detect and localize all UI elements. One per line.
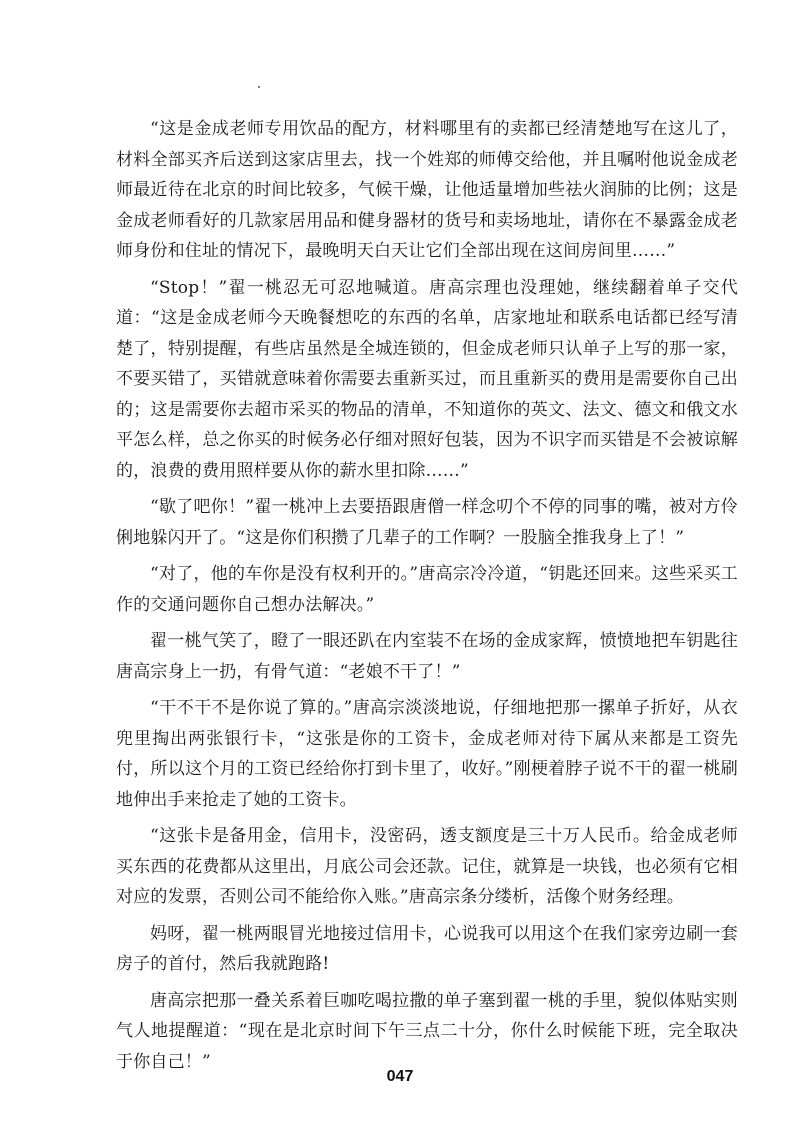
paragraph: “这张卡是备用金，信用卡，没密码，透支额度是三十万人民币。给金成老师买东西的花费都从这里出，月底公司会还款。记住，就算是一块钱，也必须有它相对应的发票，否则公司不能给你入账。”唐高宗条分缕析，活像个财务经理。	[116, 826, 738, 907]
speck-mark	[258, 86, 260, 88]
paragraph: “对了，他的车你是没有权利开的。”唐高宗冷冷道，“钥匙还回来。这些采买工作的交通问题你自己想办法解决。”	[116, 564, 738, 615]
paragraph: 翟一桃气笑了，瞪了一眼还趴在内室装不在场的金成家辉，愤愤地把车钥匙往唐高宗身上一扔，有骨气道：“老娘不干了！”	[116, 631, 738, 682]
paragraph: “干不干不是你说了算的。”唐高宗淡淡地说，仔细地把那一摞单子折好，从衣兜里掏出两张银行卡，“这张是你的工资卡，金成老师对待下属从来都是工资先付，所以这个月的工资已经给你打到卡里了，收好。”刚梗着脖子说不干的翟一桃刷地伸出手来抢走了她的工资卡。	[116, 698, 738, 810]
page-number: 047	[386, 1068, 414, 1085]
paragraph: 妈呀，翟一桃两眼冒光地接过信用卡，心说我可以用这个在我们家旁边刷一套房子的首付，然后我就跑路!	[116, 923, 738, 974]
body-text	[116, 114, 738, 1083]
paragraph: “这是金成老师专用饮品的配方，材料哪里有的卖都已经清楚地写在这儿了，材料全部买齐后送到这家店里去，找一个姓郑的师傅交给他，并且嘱咐他说金成老师最近待在北京的时间比较多，气候干燥，让他适量增加些祛火润肺的比例；这是金成老师看好的几款家居用品和健身器材的货号和卖场地址，请你在不暴露金成老师身份和住址的情况下，最晚明天白天让它们全部出现在这间房间里……”	[116, 119, 738, 261]
paragraph: 唐高宗把那一叠关系着巨咖吃喝拉撒的单子塞到翟一桃的手里，貌似体贴实则气人地提醒道：“现在是北京时间下午三点二十分，你什么时候能下班，完全取决于你自己！”	[116, 990, 738, 1072]
paragraph: “歇了吧你！”翟一桃冲上去要捂跟唐僧一样念叨个不停的同事的嘴，被对方伶俐地躲闪开了。“这是你们积攒了几辈子的工作啊？一股脑全推我身上了！”	[116, 497, 738, 548]
paragraph: “Stop！”翟一桃忍无可忍地喊道。唐高宗理也没理她，继续翻着单子交代道：“这是金成老师今天晚餐想吃的东西的名单，店家地址和联系电话都已经写清楚了，特别提醒，有些店虽然是全城连锁的，但金成老师只认单子上写的那一家，不要买错了，买错就意味着你需要去重新买过，而且重新买的费用是需要你自己出的；这是需要你去超市采买的物品的清单，不知道你的英文、法文、德文和俄文水平怎么样，总之你买的时候务必仔细对照好包装，因为不识字而买错是不会被谅解的，浪费的费用照样要从你的薪水里扣除……”	[116, 277, 738, 481]
